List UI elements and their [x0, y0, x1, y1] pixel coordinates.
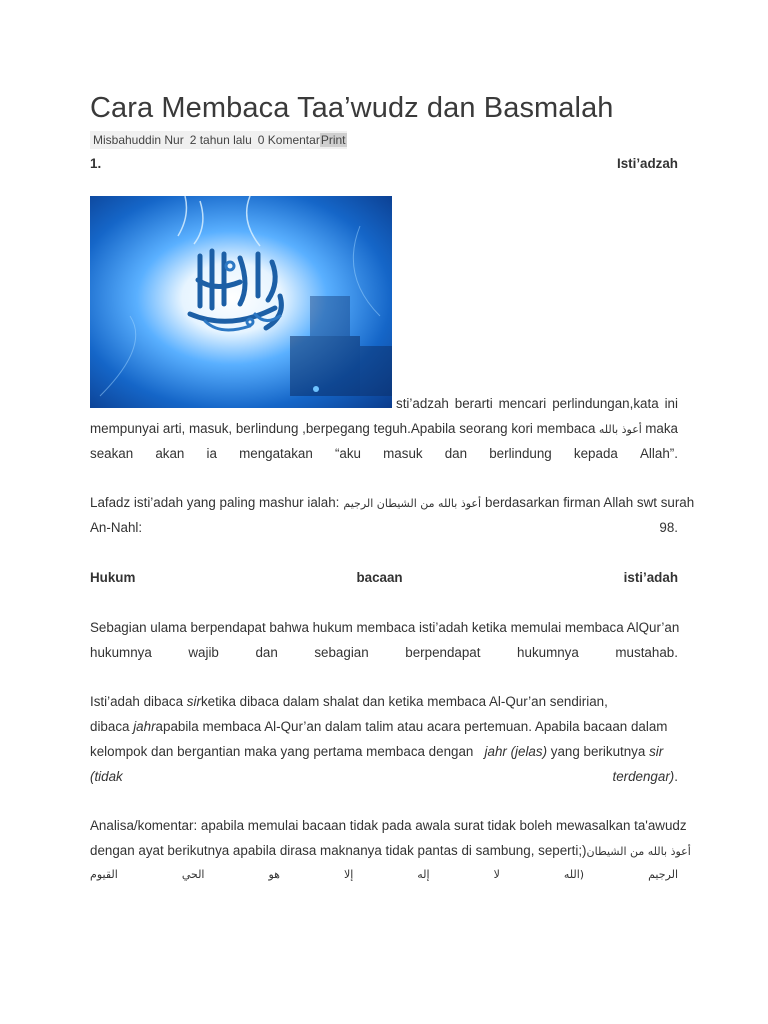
paragraph-sir-line-4: (tidak terdengar). [90, 769, 678, 784]
paragraph-sir-line-1: Isti’adah dibaca sir ketika dibaca dalam shalat dan ketika membaca Al-Qur’an sendirian, [90, 694, 608, 709]
paragraph-sir-line-2: dibaca jahr apabila membaca Al-Qur’an dalam talim atau acara pertemuan. Apabila bacaan dalam [90, 719, 668, 734]
paragraph-lafadz-line-1: Lafadz isti’adah yang paling mashur ialah: أعوذ بالله من الشيطان الرجيم berdasarkan firman Allah swt surah [90, 495, 695, 510]
section-heading-istiadzah [90, 156, 678, 171]
paragraph-sir-line-3: kelompok dan bergantian maka yang pertama membaca dengan jahr (jelas) yang berikutnya sir [90, 744, 664, 759]
paragraph-istiadzah-line-3: seakan akan ia mengatakan “aku masuk dan berlindung kepada Allah”. [90, 446, 678, 461]
page-title: Cara Membaca Taa’wudz dan Basmalah [90, 92, 614, 124]
post-time: 2 tahun lalu [189, 133, 252, 147]
paragraph-analisa-line-1: Analisa/komentar: apabila memulai bacaan tidak pada awala surat tidak boleh mewasalkan ta'awudz [90, 818, 687, 833]
paragraph-analisa-line-2: dengan ayat berikutnya apabila dirasa maknanya tidak pantas di sambung, seperti;) أعوذ بالله من الشيطان [90, 843, 691, 858]
paragraph-hukum-line-2: hukumnya wajib dan sebagian berpendapat hukumnya mustahab. [90, 645, 678, 660]
arabic-text: أعوذ بالله من الشيطان الرجيم [343, 497, 482, 510]
paragraph-lafadz-line-2: An-Nahl: 98. [90, 520, 678, 535]
paragraph-hukum-line-1: Sebagian ulama berpendapat bahwa hukum membaca isti’adah ketika memulai membaca AlQur’an [90, 620, 680, 635]
paragraph-istiadzah-line-2: mempunyai arti, masuk, berlindung ,berpegang teguh.Apabila seorang kori membaca أعوذ بالله maka [90, 421, 678, 436]
arabic-verse-line: الرجيم (الله لا إله إلا هو الحي القيوم [90, 868, 678, 881]
paragraph-istiadzah-line-1: sti’adzah berarti mencari perlindungan,kata ini [396, 396, 678, 411]
section-label: Isti’adzah [616, 156, 678, 171]
section-heading-hukum: Hukum bacaan isti’adah [90, 570, 678, 585]
print-button[interactable]: Print [320, 133, 346, 147]
section-number: 1. [90, 156, 102, 171]
calligraphy-image [90, 196, 392, 408]
arabic-text: أعوذ بالله من الشيطان [586, 845, 691, 858]
author-link[interactable]: Misbahuddin Nur [93, 133, 184, 147]
comments-link[interactable]: 0 Komentar [257, 133, 320, 147]
article-meta [90, 131, 347, 149]
arabic-text: أعوذ بالله [598, 423, 642, 436]
